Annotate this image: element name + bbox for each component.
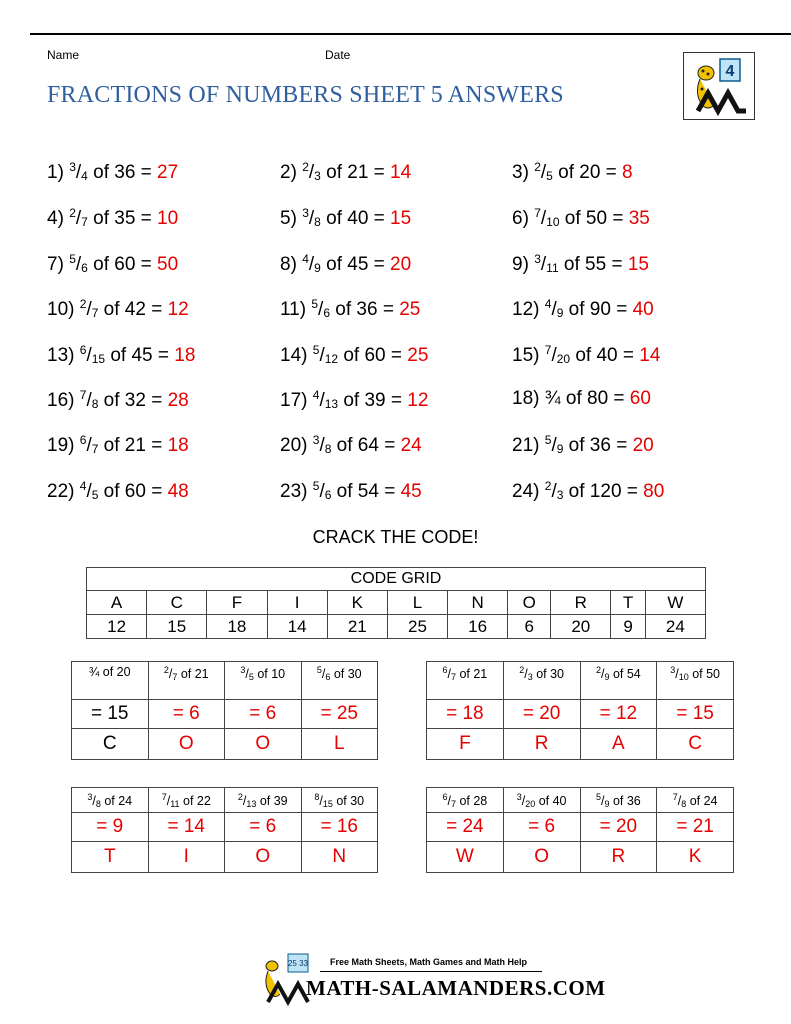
answer-value: 28: [167, 390, 189, 411]
puzzle-answer: = 20: [503, 700, 580, 729]
answer-value: 18: [167, 435, 189, 456]
puzzle-question-text: ¾ of 20: [88, 665, 131, 679]
question-number: 11): [280, 299, 307, 320]
code-number: 14: [267, 615, 327, 639]
question-number: 5): [280, 208, 297, 229]
fraction-denominator: 9: [314, 261, 321, 275]
puzzle-answer: = 6: [225, 813, 302, 842]
question-text: of 55 =: [558, 254, 628, 275]
puzzle-question-text: of 50: [688, 667, 721, 681]
code-letter: I: [267, 591, 327, 615]
puzzle-question-text: of 28: [455, 793, 488, 808]
code-letter: O: [508, 591, 551, 615]
header-rule: [30, 33, 791, 35]
code-number: 9: [611, 615, 645, 639]
date-label: Date: [325, 48, 351, 62]
answer-value: 12: [407, 390, 429, 411]
question-item: 15) $^7/_{20}$ of 40 = 14: [512, 343, 661, 366]
fraction-denominator: 7: [91, 442, 99, 456]
puzzle-letter: A: [580, 729, 657, 760]
code-number: 6: [508, 615, 551, 639]
answer-value: 50: [157, 254, 179, 275]
fraction-numerator: 2: [237, 791, 243, 802]
answer-value: 14: [639, 345, 661, 366]
puzzle-question: $^3/_{20}$ of 40: [503, 788, 580, 813]
question-item: [512, 388, 651, 410]
fraction-denominator: 10: [546, 215, 560, 229]
puzzle-answer: = 15: [72, 700, 149, 729]
fraction-numerator: 4: [302, 252, 309, 266]
fraction-numerator: 4: [544, 297, 552, 311]
puzzle-answer: = 6: [503, 813, 580, 842]
question-number: 4): [47, 208, 64, 229]
answer-value: 45: [400, 481, 422, 502]
fraction-denominator: 5: [248, 672, 254, 682]
puzzle-question: $^3/_8$ of 24: [72, 788, 149, 813]
puzzle-question-text: of 10: [253, 667, 286, 681]
answer-value: 60: [629, 388, 651, 409]
puzzle-answer: = 6: [225, 700, 302, 729]
puzzle-answer: = 6: [148, 700, 225, 729]
fraction-denominator: 11: [546, 261, 559, 275]
puzzle-question: $^5/_9$ of 36: [580, 788, 657, 813]
fraction-numerator: 3: [240, 665, 246, 675]
puzzle-question: $^5/_6$ of 30: [301, 662, 378, 700]
puzzle-letter: L: [301, 729, 378, 760]
puzzle-letter: C: [657, 729, 734, 760]
question-number: 23): [280, 481, 308, 502]
question-item: 12) $^4/_9$ of 90 = 40: [512, 297, 654, 320]
puzzle-question-text: of 21: [177, 667, 209, 681]
puzzle-letter: R: [580, 842, 657, 873]
code-number: 18: [207, 615, 267, 639]
fraction-numerator: 8: [314, 791, 320, 802]
fraction-denominator: 9: [604, 798, 610, 809]
salamander-logo-icon: [684, 53, 754, 119]
puzzle-question-text: of 30: [532, 667, 565, 681]
question-text: of 60 =: [338, 345, 408, 366]
question-text: of 35 =: [87, 208, 158, 229]
question-item: 22) $^4/_5$ of 60 = 48: [47, 479, 189, 502]
question-text: of 21 =: [98, 435, 168, 456]
question-item: 11) $^5/_6$ of 36 = 25: [280, 297, 421, 320]
question-item: 6) $^7/_{10}$ of 50 = 35: [512, 206, 650, 229]
question-item: 14) $^5/_{12}$ of 60 = 25: [280, 343, 429, 366]
answer-value: 25: [399, 299, 421, 320]
puzzle-answer: = 20: [580, 813, 657, 842]
puzzle-letter: O: [225, 729, 302, 760]
puzzle-question: $^7/_{11}$ of 22: [148, 788, 225, 813]
question-number: 14): [280, 345, 308, 366]
fraction-numerator: 7: [672, 791, 678, 802]
question-number: 3): [512, 162, 529, 183]
puzzle-answer: = 16: [301, 813, 378, 842]
question-text: of 120 =: [563, 481, 644, 502]
fraction-numerator: 5: [312, 479, 320, 493]
question-number: 2): [280, 162, 297, 183]
fraction-numerator: 3: [534, 252, 541, 266]
question-text: of 60 =: [87, 254, 158, 275]
code-number: 16: [448, 615, 508, 639]
question-text: of 54 =: [331, 481, 401, 502]
question-number: 19): [47, 435, 75, 456]
fraction-numerator: 5: [544, 433, 552, 447]
puzzle-question-text: of 21: [455, 667, 488, 681]
puzzle-question: [72, 662, 149, 700]
code-letter: N: [448, 591, 508, 615]
puzzle-question-text: of 39: [256, 793, 288, 808]
puzzle-letter: W: [427, 842, 504, 873]
question-item: 16) $^7/_8$ of 32 = 28: [47, 388, 189, 411]
puzzle-question: $^6/_7$ of 28: [427, 788, 504, 813]
code-puzzle-table: [71, 787, 378, 873]
fraction-numerator: 4: [312, 388, 320, 402]
fraction-numerator: 5: [311, 297, 319, 311]
fraction-denominator: 7: [81, 215, 88, 229]
fraction-denominator: 3: [556, 488, 564, 502]
question-item: 20) $^3/_8$ of 64 = 24: [280, 433, 422, 456]
question-item: 5) $^3/_8$ of 40 = 15: [280, 206, 412, 229]
puzzle-letter: T: [72, 842, 149, 873]
question-item: 23) $^5/_6$ of 54 = 45: [280, 479, 422, 502]
puzzle-question: $^3/_5$ of 10: [225, 662, 302, 700]
fraction-numerator: 5: [316, 665, 322, 675]
answer-value: 8: [622, 162, 633, 183]
question-item: 7) $^5/_6$ of 60 = 50: [47, 252, 179, 275]
puzzle-question-text: of 24: [686, 793, 718, 808]
question-text: of 64 =: [331, 435, 401, 456]
question-item: 19) $^6/_7$ of 21 = 18: [47, 433, 189, 456]
puzzle-letter: O: [225, 842, 302, 873]
fraction-denominator: 8: [324, 442, 332, 456]
fraction-denominator: 5: [546, 169, 553, 183]
question-item: 24) $^2/_3$ of 120 = 80: [512, 479, 665, 502]
puzzle-question-text: of 30: [332, 793, 365, 808]
fraction-denominator: 5: [91, 488, 99, 502]
fraction-numerator: 3: [69, 160, 76, 174]
question-text: of 21 =: [320, 162, 391, 183]
question-text: of 36 =: [87, 162, 158, 183]
fraction-numerator: 6: [79, 343, 87, 357]
fraction-numerator: 3: [312, 433, 320, 447]
question-text: of 90 =: [563, 299, 633, 320]
question-number: 18): [512, 388, 540, 409]
fraction-denominator: 8: [314, 215, 321, 229]
question-text: of 32 =: [98, 390, 168, 411]
fraction-numerator: 6: [442, 791, 448, 802]
question-text: of 60 =: [98, 481, 168, 502]
puzzle-question-text: of 36: [609, 793, 641, 808]
answer-value: 80: [643, 481, 665, 502]
question-item: 17) $^4/_{13}$ of 39 = 12: [280, 388, 429, 411]
fraction-denominator: 6: [323, 306, 330, 320]
puzzle-question: $^2/_9$ of 54: [580, 662, 657, 700]
fraction-numerator: 3: [516, 791, 522, 802]
fraction-denominator: 8: [681, 798, 687, 809]
fraction-numerator: 2: [519, 665, 525, 675]
question-item: 4) $^2/_7$ of 35 = 10: [47, 206, 179, 229]
code-number: 25: [387, 615, 447, 639]
fraction-numerator: 2: [163, 665, 169, 675]
code-grid-title: CODE GRID: [87, 568, 706, 591]
answer-value: 27: [157, 162, 179, 183]
code-number: 15: [147, 615, 207, 639]
fraction-denominator: 20: [556, 352, 571, 366]
fraction-denominator: 9: [604, 672, 610, 682]
fraction-numerator: 7: [544, 343, 552, 357]
answer-value: 18: [174, 345, 196, 366]
question-text: of 40 =: [320, 208, 391, 229]
question-number: 21): [512, 435, 540, 456]
fraction-numerator: 3: [87, 791, 93, 802]
question-text: of 20 =: [552, 162, 623, 183]
question-number: 8): [280, 254, 297, 275]
question-item: 10) $^2/_7$ of 42 = 12: [47, 297, 189, 320]
fraction-numerator: 5: [69, 252, 76, 266]
puzzle-question-text: of 30: [330, 667, 362, 681]
question-number: 16): [47, 390, 75, 411]
question-item: 13) $^6/_{15}$ of 45 = 18: [47, 343, 196, 366]
question-text: of 39 =: [338, 390, 408, 411]
answer-value: 35: [628, 208, 650, 229]
question-text: of 36 =: [330, 299, 400, 320]
question-item: 2) $^2/_3$ of 21 = 14: [280, 160, 412, 183]
code-letter: F: [207, 591, 267, 615]
question-text: of 40 =: [570, 345, 640, 366]
footer-badge-text: 25 33: [287, 959, 309, 968]
answer-value: 24: [400, 435, 422, 456]
question-number: 10): [47, 299, 75, 320]
fraction-denominator: 12: [324, 352, 339, 366]
fraction-denominator: 8: [95, 798, 101, 809]
code-puzzle-table: [426, 661, 734, 760]
fraction-numerator: 2: [79, 297, 87, 311]
answer-value: 48: [167, 481, 189, 502]
fraction-numerator: 2: [534, 160, 541, 174]
name-label: Name: [47, 48, 80, 62]
puzzle-question-text: of 40: [535, 793, 567, 808]
question-number: 20): [280, 435, 308, 456]
question-text: of 45 =: [320, 254, 391, 275]
question-number: 22): [47, 481, 75, 502]
code-number: 20: [551, 615, 611, 639]
question-number: 15): [512, 345, 540, 366]
fraction-denominator: 15: [322, 798, 333, 809]
question-number: 1): [47, 162, 64, 183]
fraction-denominator: 3: [527, 672, 533, 682]
fraction-denominator: 7: [450, 798, 456, 809]
code-puzzle-table: [426, 787, 734, 873]
fraction-numerator: 2: [595, 665, 601, 675]
code-letter: T: [611, 591, 645, 615]
fraction-denominator: 6: [81, 261, 88, 275]
answer-value: 10: [157, 208, 179, 229]
code-number: 12: [87, 615, 147, 639]
fraction-denominator: 9: [556, 306, 564, 320]
puzzle-answer: = 9: [72, 813, 149, 842]
fraction-denominator: 15: [91, 352, 106, 366]
puzzle-letter: O: [148, 729, 225, 760]
fraction-denominator: 9: [556, 442, 564, 456]
puzzle-answer: = 25: [301, 700, 378, 729]
question-item: 3) $^2/_5$ of 20 = 8: [512, 160, 633, 183]
puzzle-letter: R: [503, 729, 580, 760]
footer-logo: [258, 950, 606, 1006]
logo-badge-text: 4: [725, 63, 735, 80]
code-letter: R: [551, 591, 611, 615]
answer-value: 20: [390, 254, 412, 275]
question-number: 6): [512, 208, 529, 229]
puzzle-question-text: of 54: [609, 667, 641, 681]
fraction-denominator: 10: [678, 672, 689, 682]
code-puzzle-table: [71, 661, 378, 760]
code-grid: [86, 567, 706, 639]
question-text: of 36 =: [563, 435, 633, 456]
fraction-numerator: 6: [442, 665, 448, 675]
fraction-numerator: 2: [544, 479, 552, 493]
footer-tagline: Free Math Sheets, Math Games and Math Help: [330, 957, 528, 967]
footer-rule: [320, 971, 542, 972]
fraction-denominator: 13: [324, 397, 339, 411]
fraction-numerator: 3: [670, 665, 676, 675]
fraction-numerator: 2: [69, 206, 76, 220]
puzzle-question-text: of 24: [100, 793, 133, 808]
crack-code-title: CRACK THE CODE!: [312, 527, 479, 547]
question-number: 17): [280, 390, 308, 411]
puzzle-question-text: of 22: [179, 793, 211, 808]
fraction-denominator: 4: [81, 169, 88, 183]
fraction-numerator: 2: [302, 160, 309, 174]
fraction-numerator: 5: [312, 343, 320, 357]
puzzle-answer: = 15: [657, 700, 734, 729]
fraction-denominator: 20: [525, 798, 536, 809]
question-number: 24): [512, 481, 540, 502]
puzzle-answer: = 14: [148, 813, 225, 842]
puzzle-answer: = 21: [657, 813, 734, 842]
fraction-numerator: 6: [79, 433, 87, 447]
fraction-numerator: 3: [302, 206, 309, 220]
puzzle-answer: = 12: [580, 700, 657, 729]
fraction-numerator: 7: [534, 206, 541, 220]
answer-value: 14: [390, 162, 412, 183]
answer-value: 20: [632, 435, 654, 456]
fraction-denominator: 6: [324, 488, 332, 502]
question-item: 8) $^4/_9$ of 45 = 20: [280, 252, 412, 275]
code-letter: W: [645, 591, 705, 615]
fraction-numerator: 5: [595, 791, 601, 802]
puzzle-answer: = 18: [427, 700, 504, 729]
answer-value: 12: [167, 299, 189, 320]
question-number: 13): [47, 345, 75, 366]
question-text: of 50 =: [559, 208, 629, 229]
fraction-denominator: 11: [170, 798, 180, 809]
question-item: 1) $^3/_4$ of 36 = 27: [47, 160, 179, 183]
puzzle-question: $^3/_{10}$ of 50: [657, 662, 734, 700]
footer-brand: MATH-SALAMANDERS.COM: [306, 976, 606, 1000]
question-number: 9): [512, 254, 529, 275]
puzzle-letter: F: [427, 729, 504, 760]
fraction-denominator: 7: [91, 306, 99, 320]
page-title: FRACTIONS OF NUMBERS SHEET 5 ANSWERS: [47, 82, 564, 108]
question-text: of 42 =: [98, 299, 168, 320]
fraction-denominator: 6: [325, 672, 331, 682]
puzzle-question: $^2/_3$ of 30: [503, 662, 580, 700]
question-item: 9) $^3/_{11}$ of 55 = 15: [512, 252, 649, 275]
puzzle-question: $^6/_7$ of 21: [427, 662, 504, 700]
code-letter: L: [387, 591, 447, 615]
salamander-logo: [683, 52, 755, 120]
fraction-numerator: 4: [79, 479, 87, 493]
puzzle-question: $^8/_{15}$ of 30: [301, 788, 378, 813]
puzzle-letter: I: [148, 842, 225, 873]
answer-value: 15: [390, 208, 412, 229]
answer-value: 25: [407, 345, 429, 366]
question-text: ¾ of 80 =: [544, 388, 630, 409]
code-letter: K: [327, 591, 387, 615]
code-letter: C: [147, 591, 207, 615]
question-number: 12): [512, 299, 540, 320]
code-letter: A: [87, 591, 147, 615]
question-item: 21) $^5/_9$ of 36 = 20: [512, 433, 654, 456]
fraction-denominator: 3: [314, 169, 321, 183]
puzzle-answer: = 24: [427, 813, 504, 842]
puzzle-question: $^2/_7$ of 21: [148, 662, 225, 700]
code-number: 21: [327, 615, 387, 639]
question-text: of 45 =: [105, 345, 175, 366]
fraction-denominator: 8: [91, 397, 99, 411]
answer-value: 15: [627, 254, 649, 275]
puzzle-letter: K: [657, 842, 734, 873]
fraction-numerator: 7: [161, 791, 167, 802]
question-number: 7): [47, 254, 64, 275]
fraction-denominator: 13: [246, 798, 257, 809]
fraction-denominator: 7: [172, 672, 178, 682]
puzzle-letter: C: [72, 729, 149, 760]
fraction-denominator: 7: [450, 672, 456, 682]
puzzle-letter: O: [503, 842, 580, 873]
answer-value: 40: [632, 299, 654, 320]
code-number: 24: [645, 615, 705, 639]
puzzle-letter: N: [301, 842, 378, 873]
puzzle-question: $^7/_8$ of 24: [657, 788, 734, 813]
fraction-numerator: 7: [79, 388, 87, 402]
puzzle-question: $^2/_{13}$ of 39: [225, 788, 302, 813]
